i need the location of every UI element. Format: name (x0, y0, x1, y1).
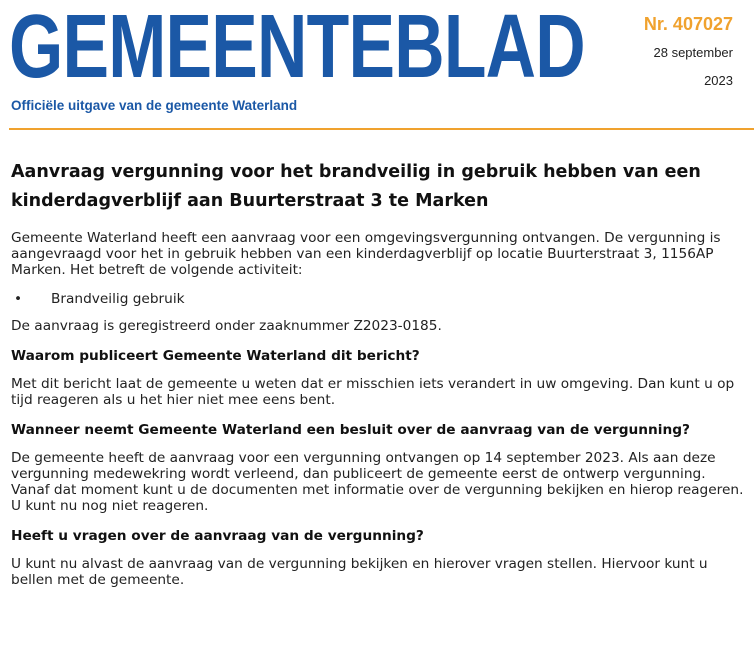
issue-year: 2023 (704, 73, 733, 88)
intro-paragraph: Gemeente Waterland heeft een aanvraag voor een omgevingsvergunning ontvangen. De vergunning is aangevraagd voor het in gebruik hebben van een kinderdagverblijf op locatie Buurterstraat 3, 1156AP Marken. Het betreft de volgende activiteit: (11, 230, 721, 278)
section-heading-why: Waarom publiceert Gemeente Waterland dit bericht? (11, 348, 420, 364)
publication-title: GEMEENTEBLAD (9, 0, 585, 97)
section-body-when: De gemeente heeft de aanvraag voor een vergunning ontvangen op 14 september 2023. Als aan deze vergunning medewekring wordt verleend, dan publiceert de gemeente eerst de ontwerp vergunning. Vanaf dat moment kunt u de documenten met informatie over de vergunning bekijken en hierop reageren. U kunt nu nog niet reageren. (11, 450, 744, 514)
publication-subtitle: Officiële uitgave van de gemeente Waterland (11, 98, 298, 113)
masthead (0, 0, 754, 132)
document-body (11, 158, 747, 600)
section-body-questions: U kunt nu alvast de aanvraag van de vergunning bekijken en hierover vragen stellen. Hiervoor kunt u bellen met de gemeente. (11, 556, 708, 588)
section-body-why: Met dit bericht laat de gemeente u weten dat er misschien iets verandert in uw omgeving. Dan kunt u op tijd reageren als u het hier niet mee eens bent. (11, 376, 735, 408)
activity-list (11, 290, 747, 308)
bullet-icon: • (14, 291, 23, 307)
issue-number: Nr. 407027 (643, 14, 733, 34)
activity-label: Brandveilig gebruik (51, 291, 185, 307)
section-heading-when: Wanneer neemt Gemeente Waterland een besluit over de aanvraag van de vergunning? (11, 422, 690, 438)
section-heading-questions: Heeft u vragen over de aanvraag van de vergunning? (11, 528, 424, 544)
header-divider (9, 128, 754, 130)
issue-date: 28 september (653, 45, 733, 60)
case-number-paragraph: De aanvraag is geregistreerd onder zaaknummer Z2023-0185. (11, 318, 442, 334)
document-title: Aanvraag vergunning voor het brandveilig in gebruik hebben van een kinderdagverblijf aan Buurterstraat 3 te Marken (11, 162, 701, 211)
list-item (11, 290, 747, 308)
